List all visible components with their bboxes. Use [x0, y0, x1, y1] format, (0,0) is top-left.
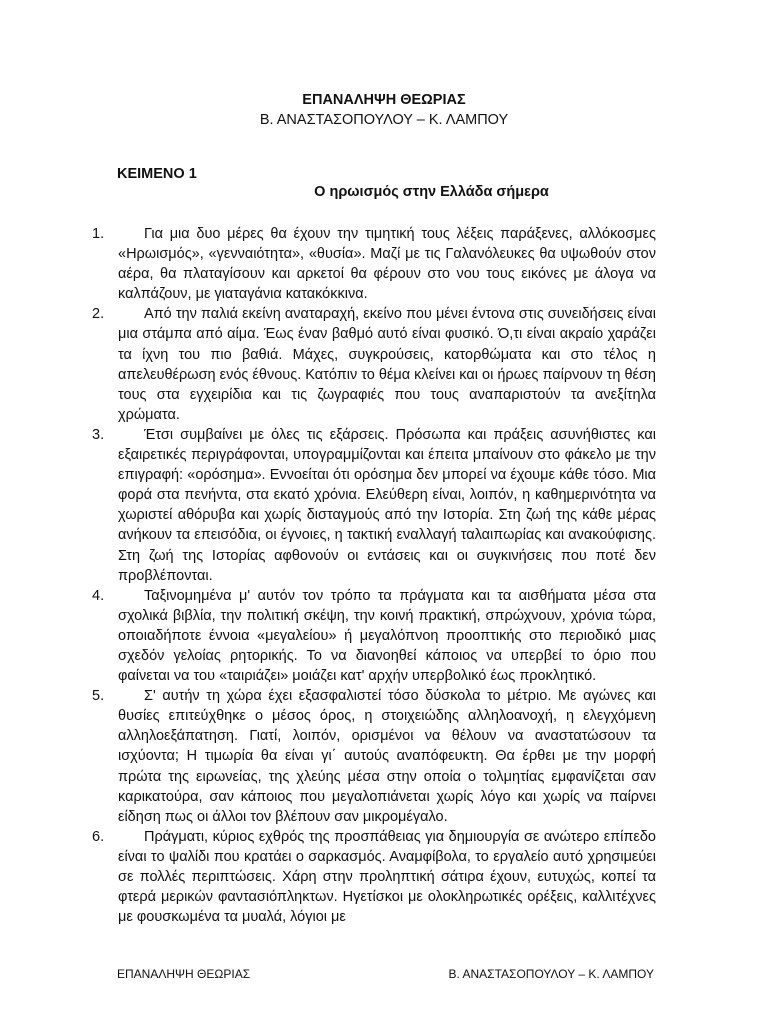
- paragraph-number: 5.: [92, 688, 105, 705]
- paragraph: [92, 425, 656, 586]
- paragraph-number: 6.: [92, 828, 105, 845]
- paragraph-text: Έτσι συμβαίνει με όλες τις εξάρσεις. Πρόσωπα και πράξεις ασυνήθιστες και εξαιρετικές περιγράφονται, υπογραμμίζονται και έπειτα μπαίνουν στο φάκελο με την επιγραφή: «ορόσημα». Εννοείται ότι ορόσημα δεν μπορεί να έχουμε κάθε τόσο. Μια φορά στα πενήντα, στα εκατό χρόνια. Ελεύθερη είναι, λοιπόν, η καθημερινότητα να χωριστεί αθόρυβα και χωρίς δισταγμούς από την Ιστορία. Στη ζωή της κάθε μέρας ανήκουν τα επεισόδια, οι έγνοιες, η τακτική εναλλαγή ταλαιπωρίας και ανακούφισης. Στη ζωή της Ιστορίας αφθονούν οι εντάσεις και οι συγκινήσεις που ποτέ δεν προβλέπονται.: [118, 426, 656, 584]
- footer-left: ΕΠΑΝΑΛΗΨΗ ΘΕΩΡΙΑΣ: [117, 967, 251, 981]
- paragraph-number: 1.: [92, 226, 105, 242]
- paragraph: [92, 304, 656, 425]
- footer-right: Β. ΑΝΑΣΤΑΣΟΠΟΥΛΟΥ – Κ. ΛΑΜΠΟΥ: [448, 967, 654, 981]
- paragraph-text: Για μια δυο μέρες θα έχουν την τιμητική τους λέξεις παράξενες, αλλόκοσμες «Ηρωισμός», «γενναιότητα», «θυσία». Μαζί με τις Γαλανόλευκες θα υψωθούν στον αέρα, θα πλαταγίσουν και αρκετοί θα φέρουν στο νου τους εικόνες με άλογα να καλπάζουν, με γιαταγάνια κατακόκκινα.: [118, 226, 656, 303]
- paragraph: [92, 686, 656, 827]
- document-title: ΕΠΑΝΑΛΗΨΗ ΘΕΩΡΙΑΣ: [302, 92, 466, 108]
- text-heading: Ο ηρωισμός στην Ελλάδα σήμερα: [314, 184, 549, 200]
- document-authors: Β. ΑΝΑΣΤΑΣΟΠΟΥΛΟΥ – Κ. ΛΑΜΠΟΥ: [259, 112, 509, 128]
- paragraph-text: Από την παλιά εκείνη αναταραχή, εκείνο που μένει έντονα στις συνειδήσεις είναι μια στάμπα από αίμα. Έως έναν βαθμό αυτό είναι φυσικό. Ό,τι είναι ακραίο χαράζει τα ίχνη του πιο βαθιά. Μάχες, συγκρούσεις, κατορθώματα και στο τέλος η απελευθέρωση ενός έθνους. Κατόπιν το θέμα κλείνει και οι ήρωες παίρνουν τη θέση τους στα εγχειρίδια και τις ζωγραφιές που τους αναπαριστούν τα ανεξίτηλα χρώματα.: [118, 306, 656, 423]
- text-label: ΚΕΙΜΕΝΟ 1: [117, 166, 197, 182]
- paragraph: [92, 827, 656, 927]
- paragraph-text: Ταξινομημένα μ' αυτόν τον τρόπο τα πράγματα και τα αισθήματα μέσα στα σχολικά βιβλία, την πολιτική σκέψη, την κοινή πρακτική, σπρώχνουν, χρόνια τώρα, οποιαδήποτε έννοια «μεγαλείου» ή μεγαλόπνοη προοπτικής στο περιοδικό μιας σχεδόν γελοίας ρητορικής. Το να διανοηθεί κάποιος να υπερβεί το όριο που φαίνεται να του «ταιριάζει» μοιάζει κατ' αρχήν υπερβολικό έως προκλητικό.: [118, 587, 656, 685]
- paragraph: [92, 224, 656, 304]
- paragraph-list: [92, 224, 656, 927]
- paragraph-number: 2.: [92, 306, 105, 323]
- paragraph-text: Σ' αυτήν τη χώρα έχει εξασφαλιστεί τόσο δύσκολα το μέτριο. Με αγώνες και θυσίες επιτεύχθηκε ο μέσος όρος, η στοιχειώδης αλληλοανοχή, η ελεγχόμενη αλληλοεξάπατηση. Γιατί, λοιπόν, ορισμένοι να θέλουν να αναστατώσουν τα ισχύοντα; Η τιμωρία θα είναι γι΄ αυτούς αναπόφευκτη. Θα έρθει με την μορφή πρώτα της ειρωνείας, της χλεύης μέσα στην οποία ο τολμητίας εμφανίζεται σαν καρικατούρα, σαν κάποιος που μεγαλοπιάνεται χωρίς λόγο και χωρίς να παίρνει είδηση πως οι άλλοι τον βλέπουν σαν μικρομέγαλο.: [118, 688, 656, 825]
- paragraph-text: Πράγματι, κύριος εχθρός της προσπάθειας για δημιουργία σε ανώτερο επίπεδο είναι το ψαλίδι που κρατάει ο σαρκασμός. Αναμφίβολα, το εργαλείο αυτό χρησιμεύει σε πολλές περιπτώσεις. Χάρη στην προληπτική σάτιρα έχουν, ευτυχώς, κοπεί τα φτερά μερικών φαντασιόπληκτων. Ηγετίσκοι με ολοκληρωτικές ορέξεις, καλλιτέχνες με φουσκωμένα τα μυαλά, λόγιοι με: [118, 828, 656, 926]
- paragraph: [92, 586, 656, 686]
- paragraph-number: 3.: [92, 426, 105, 443]
- paragraph-number: 4.: [92, 587, 105, 604]
